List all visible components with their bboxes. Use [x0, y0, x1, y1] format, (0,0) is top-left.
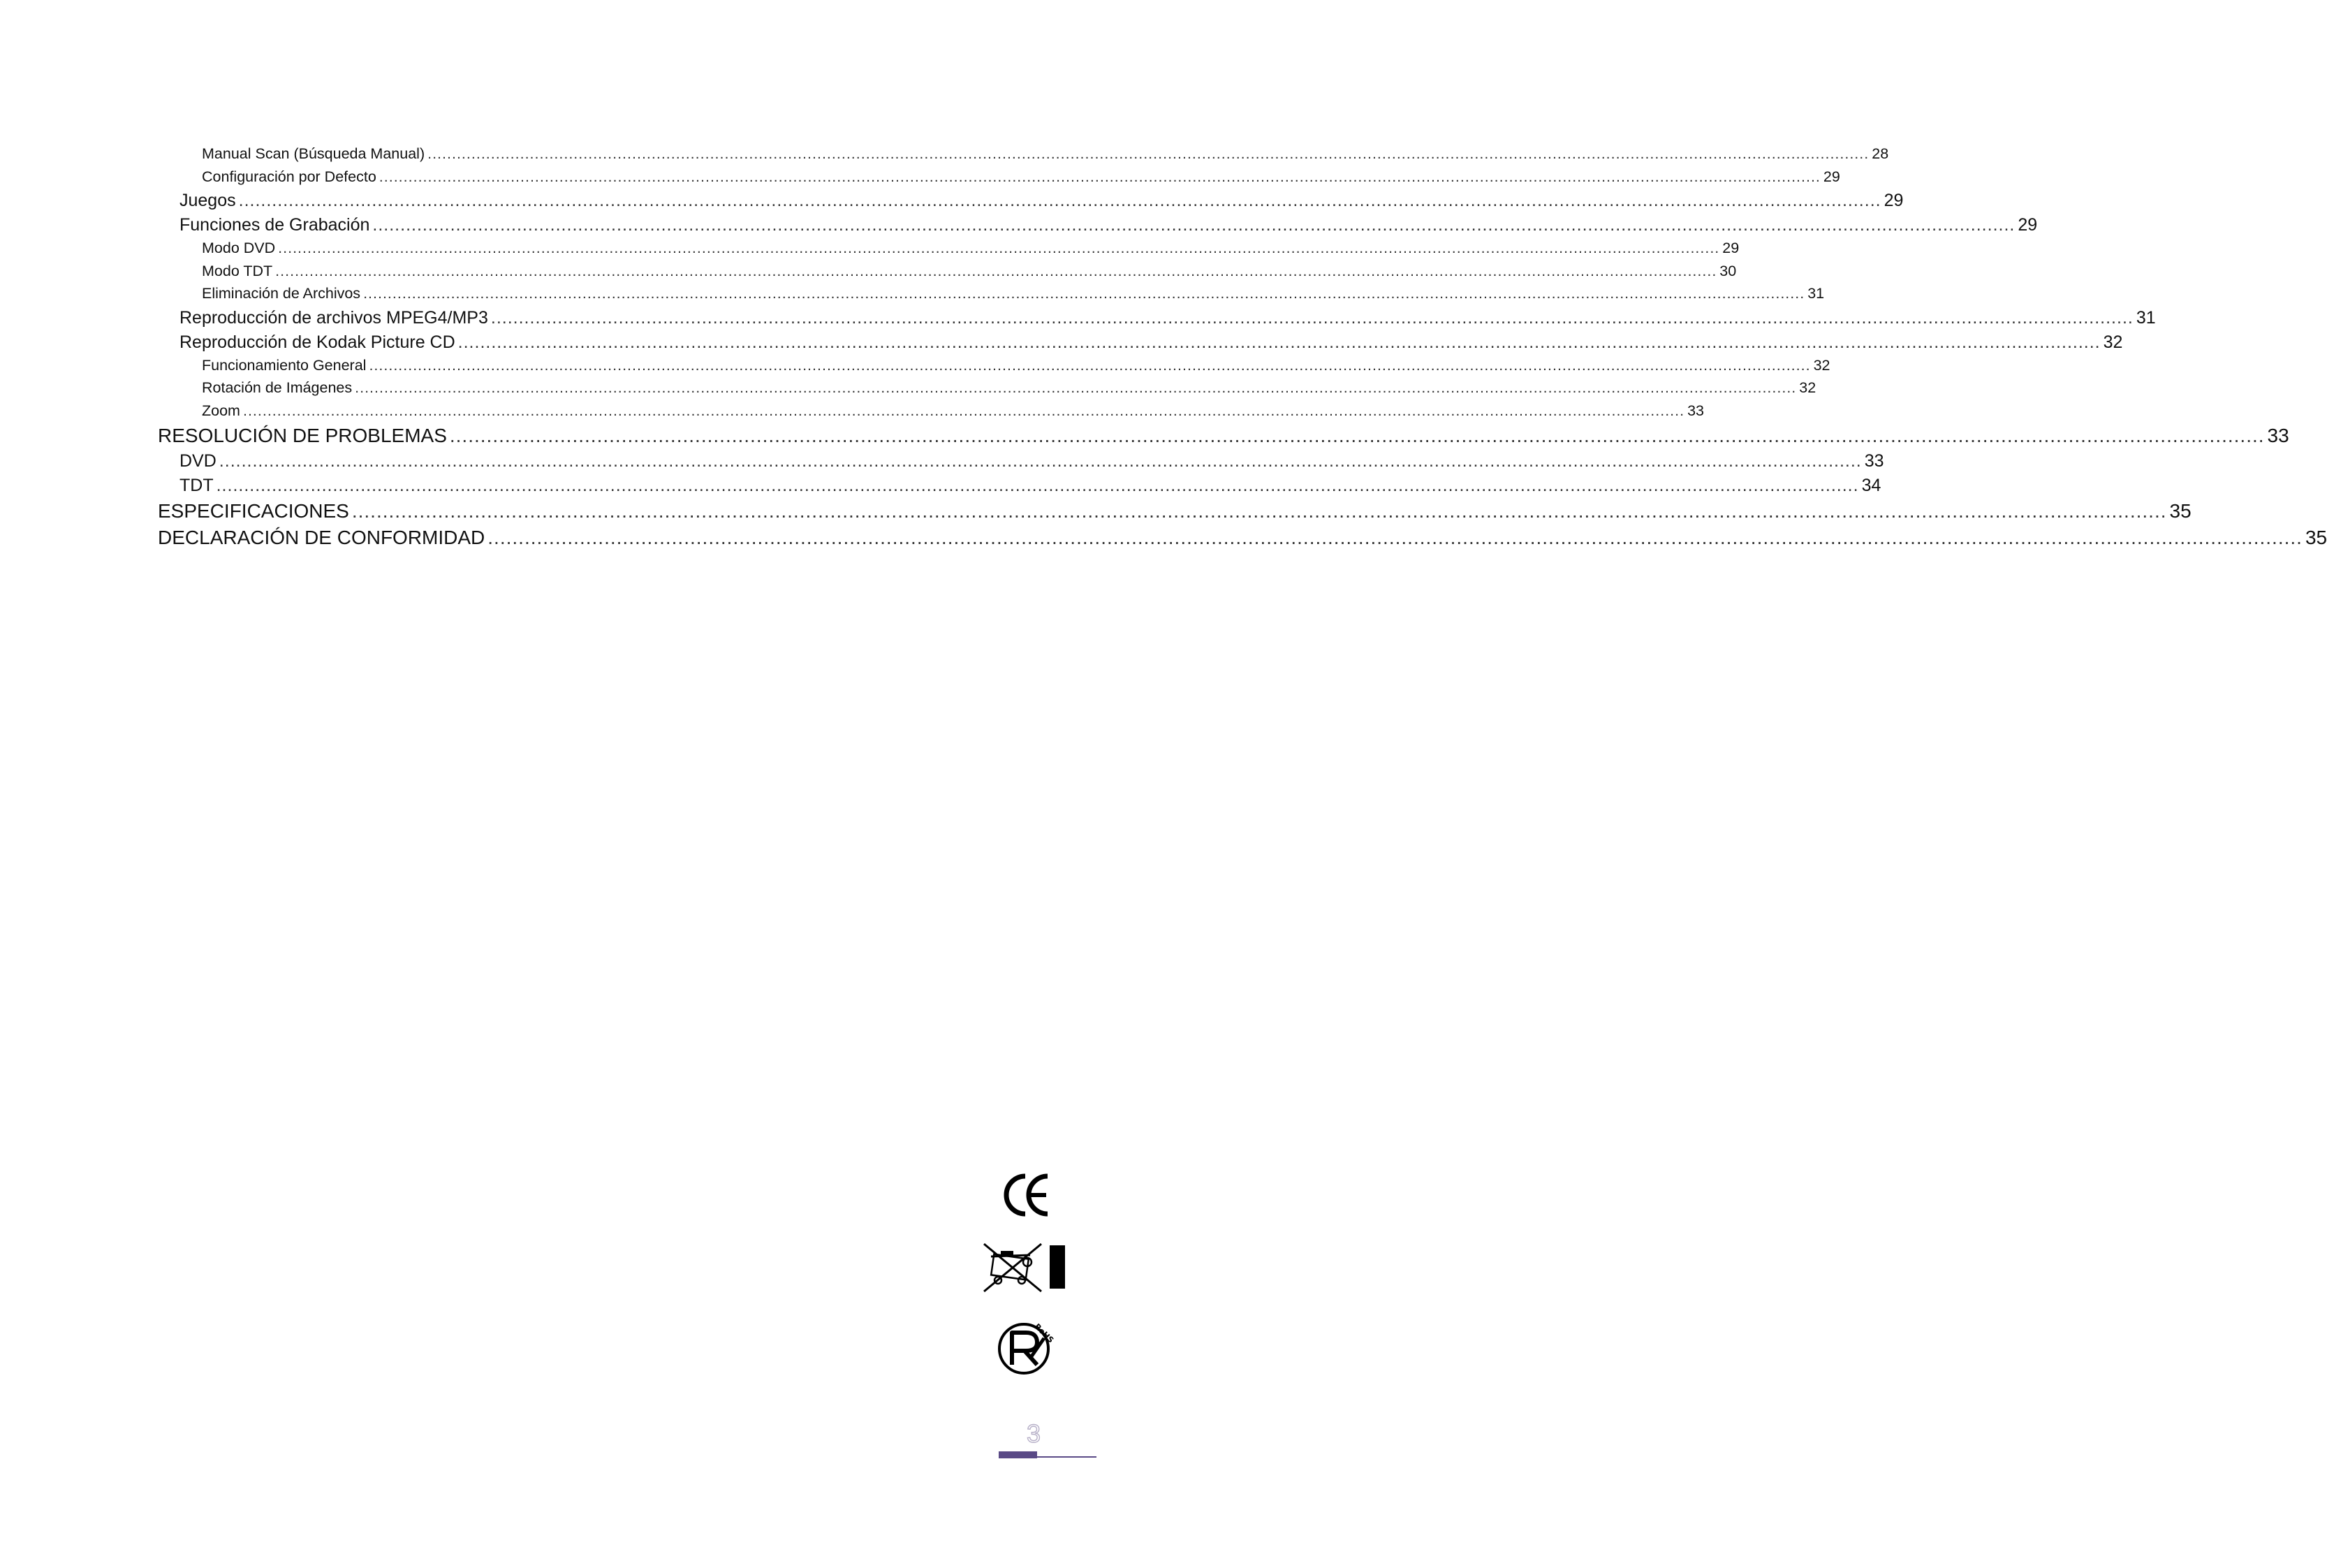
- toc-entry-page: 35: [2169, 500, 2192, 522]
- toc-entry[interactable]: [158, 240, 1740, 263]
- toc-entry-page: 28: [1872, 145, 1889, 162]
- dot-leader: [278, 240, 1719, 257]
- dot-leader: [355, 379, 1796, 397]
- toc-entry-page: 34: [1861, 476, 1881, 495]
- toc-entry[interactable]: [158, 476, 1881, 500]
- dot-leader: [427, 145, 1869, 163]
- table-of-contents: [158, 145, 2327, 553]
- footer-accent-line: [1037, 1456, 1096, 1458]
- ce-mark-icon: [1006, 1173, 1050, 1217]
- toc-entry-page: 29: [1884, 191, 1904, 210]
- toc-entry-page: 33: [1864, 451, 1884, 471]
- toc-entry-label: Zoom: [202, 402, 240, 419]
- toc-entry[interactable]: [158, 425, 2289, 451]
- dot-leader: [450, 425, 2265, 447]
- rohs-icon: [995, 1320, 1056, 1377]
- toc-entry[interactable]: [158, 285, 1825, 308]
- toc-entry-label: ESPECIFICACIONES: [158, 500, 349, 522]
- toc-entry-page: 35: [2305, 527, 2327, 548]
- toc-entry-page: 32: [2103, 332, 2123, 352]
- toc-entry-page: 31: [2136, 307, 2156, 328]
- dot-leader: [216, 476, 1859, 496]
- toc-entry[interactable]: [158, 145, 1889, 168]
- toc-entry-label: Eliminación de Archivos: [202, 285, 361, 302]
- weee-bar: [1050, 1245, 1065, 1289]
- dot-leader: [243, 402, 1684, 420]
- toc-entry-page: 29: [2018, 215, 2038, 235]
- toc-entry-label: Funcionamiento General: [202, 356, 367, 374]
- toc-entry-page: 32: [1813, 356, 1830, 374]
- toc-entry[interactable]: [158, 332, 2123, 357]
- toc-entry-label: RESOLUCIÓN DE PROBLEMAS: [158, 425, 447, 446]
- toc-entry[interactable]: [158, 356, 1830, 380]
- dot-leader: [275, 263, 1717, 280]
- toc-entry-page: 29: [1722, 240, 1740, 256]
- footer-accent-bar: [999, 1451, 1037, 1458]
- dot-leader: [219, 451, 1862, 471]
- page-number: 3: [1026, 1419, 1041, 1448]
- dot-leader: [458, 332, 2101, 353]
- toc-entry[interactable]: [158, 527, 2327, 553]
- toc-entry-label: TDT: [179, 476, 214, 495]
- toc-entry[interactable]: [158, 451, 1884, 476]
- toc-entry-label: Modo DVD: [202, 240, 276, 256]
- toc-entry-label: DECLARACIÓN DE CONFORMIDAD: [158, 527, 485, 548]
- toc-entry-page: 29: [1823, 168, 1840, 185]
- dot-leader: [491, 308, 2134, 328]
- dot-leader: [363, 285, 1805, 302]
- toc-entry-label: DVD: [179, 451, 216, 471]
- toc-entry-label: Juegos: [179, 191, 236, 210]
- toc-entry[interactable]: [158, 262, 1737, 286]
- crossed-out-bin-icon: [981, 1241, 1045, 1294]
- toc-entry-label: Configuración por Defecto: [202, 168, 376, 185]
- toc-entry-label: Manual Scan (Búsqueda Manual): [202, 145, 425, 162]
- dot-leader: [352, 500, 2167, 522]
- toc-entry-page: 30: [1719, 262, 1737, 279]
- toc-entry-page: 32: [1799, 379, 1816, 396]
- toc-entry-label: Reproducción de archivos MPEG4/MP3: [179, 307, 488, 328]
- toc-entry-page: 31: [1807, 285, 1825, 302]
- toc-entry-label: Funciones de Grabación: [179, 215, 370, 235]
- toc-entry-label: Rotación de Imágenes: [202, 379, 353, 396]
- toc-entry-label: Reproducción de Kodak Picture CD: [179, 332, 455, 352]
- dot-leader: [239, 191, 1881, 211]
- toc-entry[interactable]: [158, 191, 1904, 215]
- toc-entry[interactable]: [158, 500, 2192, 527]
- page-footer: [999, 1418, 1096, 1460]
- toc-entry-label: Modo TDT: [202, 262, 273, 279]
- toc-entry[interactable]: [158, 215, 2038, 240]
- toc-entry[interactable]: [158, 379, 1816, 402]
- rohs-text: RoHS: [1032, 1321, 1056, 1345]
- toc-entry[interactable]: [158, 168, 1840, 191]
- toc-entry-page: 33: [2267, 425, 2289, 446]
- dot-leader: [372, 215, 2015, 235]
- toc-entry[interactable]: [158, 307, 2156, 332]
- toc-entry-page: 33: [1687, 402, 1705, 419]
- dot-leader: [487, 527, 2303, 549]
- toc-entry[interactable]: [158, 402, 1705, 425]
- dot-leader: [379, 168, 1821, 186]
- dot-leader: [369, 357, 1810, 374]
